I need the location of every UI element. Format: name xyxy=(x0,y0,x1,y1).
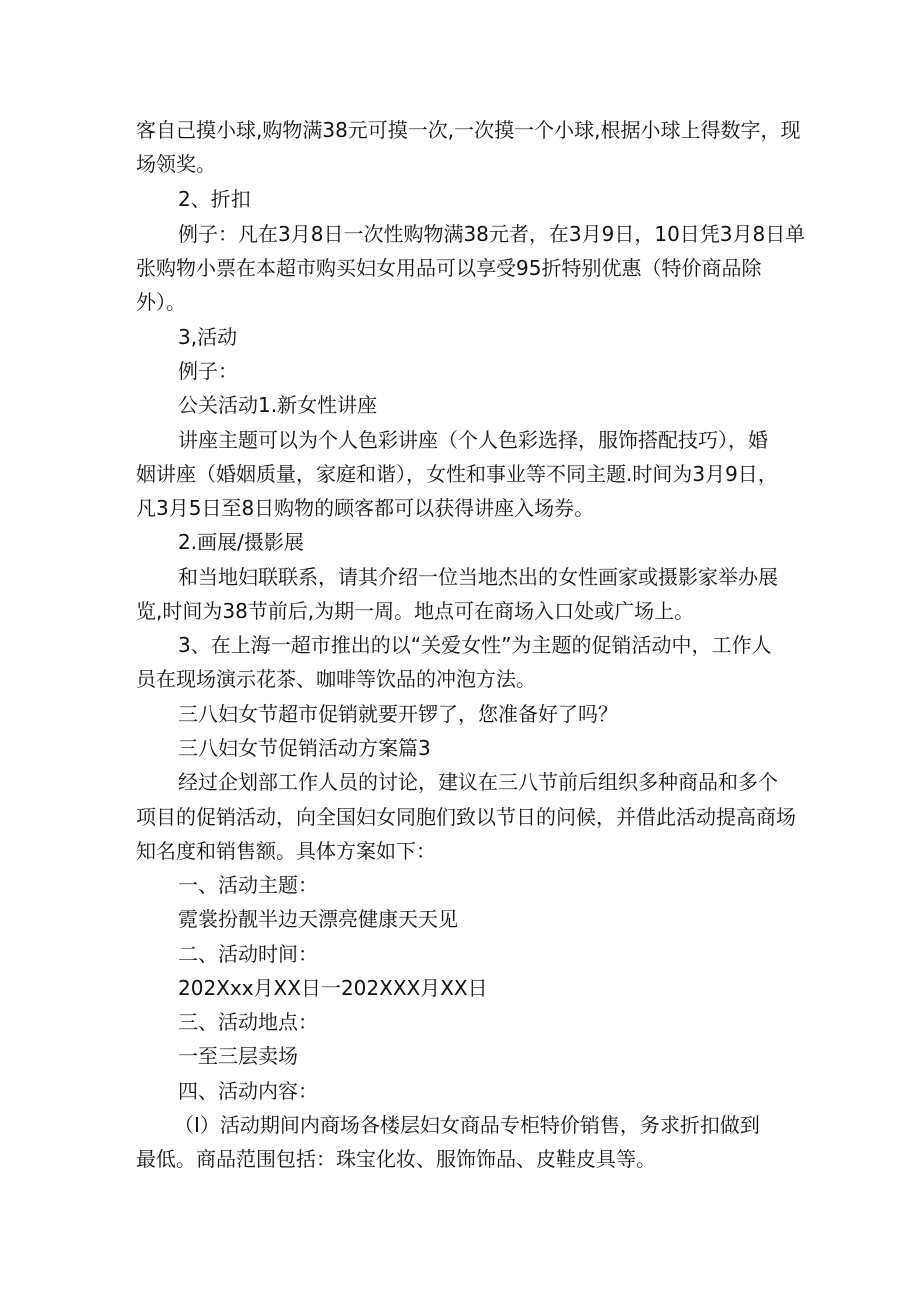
text-line: 张购物小票在本超市购买妇女用品可以享受95折特别优惠（特价商品除 xyxy=(136,256,762,280)
text-line: 经过企划部工作人员的讨论，建议在三八节前后组织多种商品和多个 xyxy=(178,770,778,794)
section-heading: 三、活动地点： xyxy=(178,1010,318,1034)
text-line: 和当地妇联联系，请其介绍一位当地杰出的女性画家或摄影家举办展 xyxy=(178,565,778,589)
text-line: 览,时间为38节前后,为期一周。地点可在商场入口处或广场上。 xyxy=(136,599,695,623)
section-heading: 3,活动 xyxy=(178,325,238,349)
text-line: 项目的促销活动，向全国妇女同胞们致以节日的问候，并借此活动提高商场 xyxy=(136,805,796,829)
text-line: 一至三层卖场 xyxy=(178,1044,298,1068)
text-line: 例子：凡在3月8日一次性购物满38元者，在3月9日，10日凭3月8日单 xyxy=(178,222,806,246)
section-heading: 四、活动内容： xyxy=(178,1079,318,1103)
text-line: （I）活动期间内商场各楼层妇女商品专柜特价销售，务求折扣做到 xyxy=(174,1113,760,1137)
section-title: 三八妇女节促销活动方案篇3 xyxy=(178,736,431,760)
text-line: 2.画展/摄影展 xyxy=(178,530,304,554)
text-line: 客自己摸小球,购物满38元可摸一次,一次摸一个小球,根据小球上得数字，现 xyxy=(136,118,801,142)
text-line: 场领奖。 xyxy=(136,152,216,176)
text-line: 姻讲座（婚姻质量，家庭和谐），女性和事业等不同主题.时间为3月9日， xyxy=(136,462,778,486)
section-heading: 一、活动主题： xyxy=(178,873,318,897)
text-line: 最低。商品范围包括：珠宝化妆、服饰饰品、皮鞋皮具等。 xyxy=(136,1147,656,1171)
text-line: 外）。 xyxy=(136,290,186,314)
text-line: 202Xxx月XX日一202XXX月XX日 xyxy=(178,976,488,1000)
text-line: 员在现场演示花茶、咖啡等饮品的冲泡方法。 xyxy=(136,667,536,691)
text-line: 凡3月5日至8日购物的顾客都可以获得讲座入场券。 xyxy=(136,496,595,520)
text-line: 霓裳扮靓半边天漂亮健康天天见 xyxy=(178,907,458,931)
text-line: 公关活动1.新女性讲座 xyxy=(178,393,378,417)
section-heading: 2、折扣 xyxy=(178,187,251,211)
text-line: 三八妇女节超市促销就要开锣了，您准备好了吗？ xyxy=(178,702,618,726)
text-line: 例子： xyxy=(178,359,238,383)
text-line: 3、在上海一超市推出的以“关爱女性”为主题的促销活动中，工作人 xyxy=(178,633,772,657)
text-line: 知名度和销售额。具体方案如下： xyxy=(136,839,436,863)
text-line: 讲座主题可以为个人色彩讲座（个人色彩选择，服饰搭配技巧），婚 xyxy=(178,428,768,452)
section-heading: 二、活动时间： xyxy=(178,942,318,966)
